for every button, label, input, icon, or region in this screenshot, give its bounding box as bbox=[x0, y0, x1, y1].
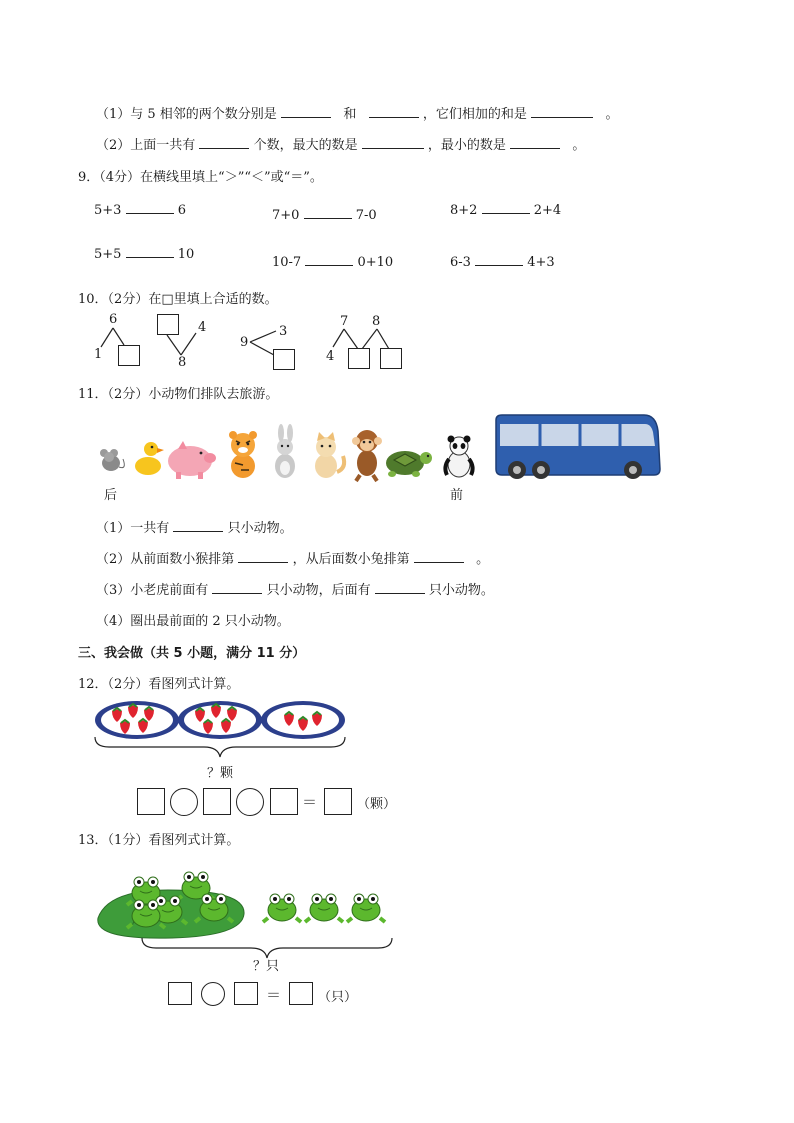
q11-sub2: （2）从前面数小猴排第 ，从后面数小兔排第 。 bbox=[96, 548, 489, 567]
compare-item: 5+3 6 bbox=[94, 200, 186, 218]
tree4-a: 7 bbox=[340, 314, 349, 329]
answer-box[interactable] bbox=[168, 982, 192, 1005]
tree3-top: 3 bbox=[279, 324, 288, 339]
q9-title: 9．（4分）在横线里填上“＞”“＜”或“＝”。 bbox=[78, 170, 323, 185]
q8-sub1: （1）与 5 相邻的两个数分别是 和 ，它们相加的和是 。 bbox=[96, 103, 619, 122]
q11-sub4: （4）圈出最前面的 2 只小动物。 bbox=[96, 614, 290, 629]
tree1-left: 1 bbox=[94, 347, 103, 362]
tree2-bottom: 8 bbox=[178, 355, 187, 370]
front-label: 前 bbox=[450, 488, 464, 503]
frog-icon bbox=[263, 894, 301, 922]
compare-item: 8+2 2+4 bbox=[450, 200, 561, 218]
q13-question: ？只 bbox=[253, 959, 280, 974]
compare-item: 6-3 4+3 bbox=[450, 252, 555, 270]
tree2-right: 4 bbox=[198, 320, 207, 335]
equals-sign: ＝ bbox=[302, 793, 318, 811]
section-heading: 三、我会做（共 5 小题，满分 11 分） bbox=[78, 646, 306, 661]
q10-title: 10．（2分）在□里填上合适的数。 bbox=[78, 292, 278, 307]
back-label: 后 bbox=[104, 488, 118, 503]
compare-item: 5+5 10 bbox=[94, 244, 194, 262]
unit-label: （只） bbox=[318, 990, 358, 1005]
q11-sub1: （1）一共有 只小动物。 bbox=[96, 517, 293, 536]
q13-title: 13．（1分）看图列式计算。 bbox=[78, 833, 240, 848]
equals-sign: ＝ bbox=[266, 986, 282, 1004]
frog-icon bbox=[347, 894, 385, 922]
tree3-left: 9 bbox=[240, 335, 249, 350]
operator-circle[interactable] bbox=[201, 982, 225, 1006]
q11-title: 11．（2分）小动物们排队去旅游。 bbox=[78, 387, 279, 402]
answer-box[interactable] bbox=[289, 982, 313, 1005]
q12-question: ？颗 bbox=[207, 766, 234, 781]
q11-sub3: （3）小老虎前面有 只小动物，后面有 只小动物。 bbox=[96, 579, 494, 598]
unit-label: （颗） bbox=[357, 797, 397, 812]
tree1-top: 6 bbox=[109, 312, 118, 327]
tree4-left: 4 bbox=[326, 349, 335, 364]
tree4-b: 8 bbox=[372, 314, 381, 329]
compare-item: 10-7 0+10 bbox=[272, 252, 393, 270]
frog-icon bbox=[305, 894, 343, 922]
compare-item: 7+0 7-0 bbox=[272, 205, 377, 223]
q12-title: 12．（2分）看图列式计算。 bbox=[78, 677, 240, 692]
answer-box[interactable] bbox=[234, 982, 258, 1005]
q8-sub2: （2）上面一共有 个数，最大的数是 ，最小的数是 。 bbox=[96, 134, 585, 153]
